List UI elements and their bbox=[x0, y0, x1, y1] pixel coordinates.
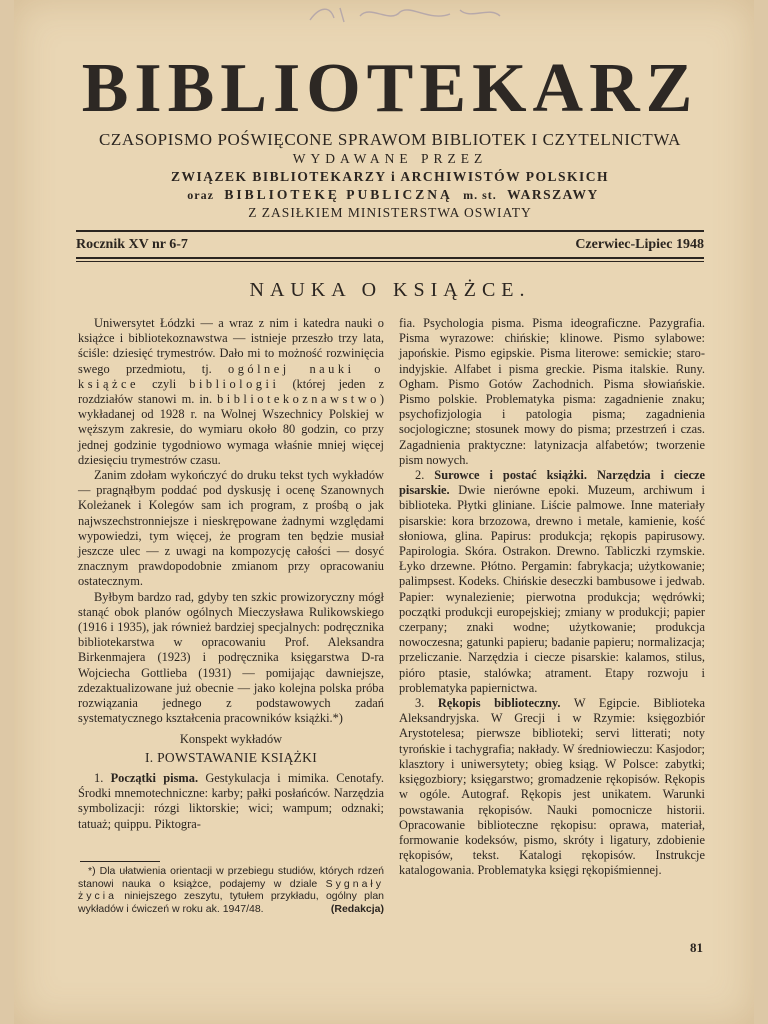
section-heading: I. POWSTAWANIE KSIĄŻKI bbox=[144, 749, 318, 765]
publisher-2: BIBLIOTEKĘ PUBLICZNĄ bbox=[224, 187, 453, 202]
footnote-rule bbox=[80, 861, 160, 862]
footnote: *) Dla ułatwienia orientacji w przebiegu studiów, których rdzeń stanowi nauka o książce, podajemy w dziale Sygnały życia niniejszego zeszytu, tytułem przykładu, ogólny plan wykładów i ćwiczeń w roku ak. 1947/48. (Redakcja) bbox=[78, 865, 384, 915]
publisher-2-city: WARSZAWY bbox=[507, 187, 599, 202]
article-title: NAUKA O KSIĄŻCE. bbox=[249, 279, 531, 301]
masthead bbox=[76, 52, 704, 222]
paragraph-program: Zanim zdołam wykończyć do druku tekst tych wykładów — pragnąłbym poddać pod dyskusję i ocenę Szanownych Koleżanek i Kolegów sam ich program, z prośbą o jak najwszechstronniejsze i nieskrępowane żadnymi względami wypowiedzi, tym więcej, że program ten będzie musiał jeszcze ulec — z uwagi na kompozycję całości — dosyć znacznym prawdopodobnie zmianom przy opracowaniu ostatecznym. bbox=[78, 468, 384, 589]
page-number: 81 bbox=[690, 940, 703, 955]
column-left bbox=[78, 316, 384, 832]
item-1: 1. Początki pisma. Gestykulacja i mimika. Cenotafy. Środki mnemotechniczne: karby; pałki posłańców. Narzędzia symbolizacji: rózgi liktorskie; wici; wampum; odznaki; tatuaż; quippu. Piktogra- bbox=[78, 770, 384, 831]
published-by: WYDAWANE PRZEZ bbox=[292, 151, 488, 166]
issue-bar bbox=[76, 237, 704, 255]
publisher-1: ZWIĄZEK BIBLIOTEKARZY i ARCHIWISTÓW POLSKICH bbox=[170, 169, 610, 184]
konspekt-heading: Konspekt wykładów bbox=[179, 732, 283, 747]
paragraph-intro: Uniwersytet Łódzki — a wraz z nim i katedra nauki o książce i bibliotekoznawstwa — istnieje przeszło trzy lata, ściśle: dziesięć trymestrów. Dało mi to możność rozwinięcia swego przedmiotu, tj. ogólnej nauki o książce czyli bibliologii (której jeden z rozdziałów stanowi m. in. bibliotekoznawstwo) wykładanej od 1928 r. na Wolnej Wszechnicy Polskiej w węższym zakresie, do wymiaru około 80 godzin, co przy jednej godzinie tygodniowo wymaga właśnie mniej więcej dziesięciu trymestrów czasu. bbox=[78, 316, 385, 467]
publisher-2-suffix: m. st. bbox=[463, 188, 497, 202]
oraz-label: oraz bbox=[187, 188, 214, 202]
item-2: 2. Surowce i postać książki. Narzędzia i ciecze pisarskie. Dwie nierówne epoki. Muzeum, archiwum i biblioteka. Płytki gliniane. Liście palmowe. Inne materiały pisarskie: kora brzozowa, drewno i metale, kamienie, kość słoniowa, glina. Papirus: produkcja; rękopis papirusowy. Papirologia. Skóra. Ostrakon. Drewno. Tabliczki rzymskie. Łyko drzewne. Płótno. Pergamin: fabrykacja; użytkowanie; palimpsest. Kodeks. Chińskie deseczki bambusowe i jedwab. Papier: wynalezienie; pierwotna produkcja; wędrówki; początki produkcji europejskiej; zmiany w produkcji; papier czerpany; znaki wodne; użytkowanie; produkcja nowoczesna; gatunki papieru; badanie papieru; normalizacja; przeliczanie. Narzędzia i ciecze pisarskie: kalamos, stilus, pióro ptasie, stalówka; atrament. Etapy rozwoju i problematyka papiernictwa. bbox=[399, 468, 705, 695]
issue-date: Czerwiec-Lipiec 1948 bbox=[575, 237, 704, 252]
journal-subtitle: CZASOPISMO POŚWIĘCONE SPRAWOM BIBLIOTEK I CZYTELNICTWA bbox=[98, 130, 682, 149]
publisher-2-line bbox=[76, 186, 704, 204]
item-3: 3. Rękopis biblioteczny. W Egipcie. Biblioteka Aleksandryjska. W Grecji i w Rzymie: księgozbiór Arystotelesa; pierwsze biblioteki; servi litterati; noty tyrońskie i tachygrafia; nakłady. W średniowieczu: Kasjodor; klasztory i uniwersytety; obieg ksiąg. W Polsce: zabytki; księgozbiory; księgarstwo; gromadzenie rękopisów. Rękopis w ogóle. Autograf. Rękopis jest unikatem. Warunki powstawania rękopisów. Nauki pomocnicze historii. Opracowanie biblioteczne rękopisu: oprawa, materiał, formowanie kodeksów, pismo, skróty i ligatury, zdobienie rękopisów, tekst. Katalogi rękopisów. Instrukcje katalogowania. Problematyka księgi rękopiśmiennej. bbox=[399, 696, 705, 878]
divider-bottom bbox=[76, 257, 704, 259]
support-line: Z ZASIŁKIEM MINISTERSTWA OSWIATY bbox=[248, 205, 532, 220]
divider-top bbox=[76, 230, 704, 232]
divider-bottom-thin bbox=[76, 261, 704, 262]
item-1-continued: fia. Psychologia pisma. Pisma ideograficzne. Pazygrafia. Pisma wyrazowe: chińskie; klinowe. Pismo sylabowe: japońskie. Pismo egipskie. Pisma literowe: semickie; staro-indyjskie. Alfabet i pisma greckie. Pisma italskie. Runy. Ogham. Pismo Gotów Zachodnich. Pisma słowiańskie. Pismo polskie. Problematyka pisma: zagadnienie znaku; psychofizjologia i patologia pisma; zagadnienia socjologiczne; stosunek mowy do pisma; przestrzeń i czas. Zagadnienia praktyczne: latynizacja alfabetów; tworzenie pism nowych. bbox=[399, 316, 705, 467]
journal-title: BIBLIOTEKARZ bbox=[81, 50, 699, 127]
footnote-signature: (Redakcja) bbox=[330, 902, 384, 915]
issue-volume: Rocznik XV nr 6-7 bbox=[76, 237, 188, 252]
column-right bbox=[399, 316, 705, 879]
handwritten-stamp bbox=[300, 2, 510, 26]
paragraph-references: Byłbym bardzo rad, gdyby ten szkic prowizoryczny mógł stanąć obok planów ogólnych Mieczysława Rulikowskiego (1916 i 1935), jak również bardziej specjalnych: podręcznika bibliotekarstwa w opracowaniu Prof. Aleksandra Birkenmajera (1923) i podręcznika księgarstwa D-ra Wojciecha Gottlieba (1931) — pomijając dawniejsze, zdezaktualizowane już obecnie — jako kolejna polska próba rozwiązania jednego z podstawowych zadań systematycznego kształcenia pracowników książki.*) bbox=[78, 589, 384, 726]
